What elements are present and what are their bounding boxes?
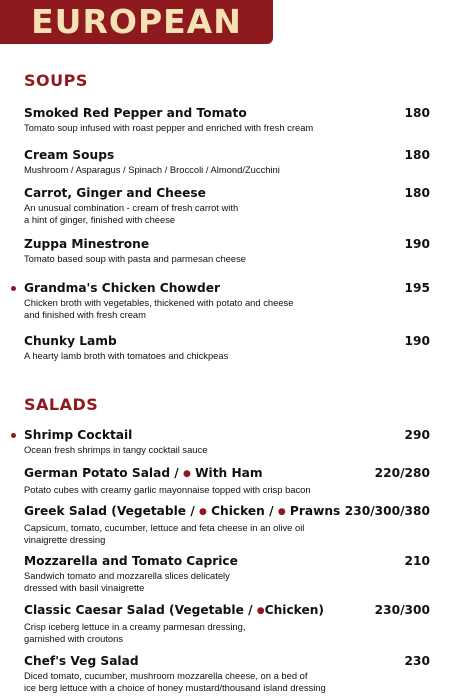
menu-item [24,186,444,225]
item-name: Grandma's Chicken Chowder [24,281,221,295]
item-description: Tomato soup infused with roast pepper and enriched with fresh cream [24,122,314,133]
section-title-soups: SOUPS [24,71,88,90]
item-description: Ocean fresh shrimps in tangy cocktail sauce [24,444,208,455]
item-description: vinaigrette dressing [24,533,106,545]
menu-title: EUROPEAN [31,2,242,41]
item-name: German Potato Salad / ● With Ham [24,466,263,480]
menu-item [24,603,444,644]
item-name: Chunky Lamb [24,334,117,348]
menu-item [24,466,444,496]
item-price: 230 [404,654,430,668]
item-description: a hint of ginger, finished with cheese [24,213,176,225]
menu-item [24,281,444,320]
item-name: Carrot, Ginger and Cheese [24,186,206,200]
non-veg-dot-icon: ● [256,606,265,616]
item-name: Chef's Veg Salad [24,654,139,668]
header-banner [0,0,273,44]
item-price: 220/280 [374,466,430,480]
menu-item [24,428,444,456]
item-name: Smoked Red Pepper and Tomato [24,106,247,120]
item-description: Tomato based soup with pasta and parmesan cheese [24,253,247,264]
menu-item [24,654,444,693]
item-description: ice berg lettuce with a choice of honey mustard/thousand island dressing [24,681,326,693]
item-description: and finished with fresh cream [24,308,146,320]
item-description: An unusual combination - cream of fresh carrot with [24,202,239,213]
item-description: Capsicum, tomato, cucumber, lettuce and feta cheese in an olive oil [24,522,305,533]
item-description: Sandwich tomato and mozzarella slices delicately [24,570,230,581]
section-title-salads: SALADS [24,395,99,414]
item-price: 230/300/380 [344,504,430,518]
item-description: Diced tomato, cucumber, mushroom mozzarella cheese, on a bed of [24,670,308,681]
non-veg-dot-icon: ● [199,507,207,517]
special-bullet-icon [11,286,16,291]
item-description: dressed with basil vinaigrette [24,581,145,593]
item-description: Chicken broth with vegetables, thickened with potato and cheese [24,297,294,308]
item-description: Mushroom / Asparagus / Spinach / Broccoli / Almond/Zucchini [24,164,280,175]
item-price: 190 [404,334,430,348]
item-price: 180 [404,186,430,200]
menu-item [24,554,444,593]
item-price: 210 [404,554,430,568]
menu-item [24,106,444,134]
menu-item [24,148,444,176]
item-name: Mozzarella and Tomato Caprice [24,554,238,568]
item-price: 290 [404,428,430,442]
item-description: A hearty lamb broth with tomatoes and chickpeas [24,350,229,361]
item-description: garnished with croutons [24,632,124,644]
item-price: 180 [404,148,430,162]
menu-item [24,504,444,545]
item-name: Shrimp Cocktail [24,428,133,442]
menu-item [24,334,444,362]
non-veg-dot-icon: ● [183,469,191,479]
item-name: Zuppa Minestrone [24,237,150,251]
item-description: Potato cubes with creamy garlic mayonnaise topped with crisp bacon [24,484,311,495]
special-bullet-icon [11,433,16,438]
item-price: 190 [404,237,430,251]
item-name: Greek Salad (Vegetable / ● Chicken / ● Prawns [24,504,341,518]
non-veg-dot-icon: ● [277,507,286,517]
item-price: 230/300 [374,603,430,617]
menu-item [24,237,444,265]
item-price: 180 [404,106,430,120]
item-price: 195 [404,281,430,295]
item-name: Classic Caesar Salad (Vegetable / ●Chicken) [24,603,324,617]
item-description: Crisp iceberg lettuce in a creamy parmesan dressing, [24,621,246,632]
item-name: Cream Soups [24,148,115,162]
